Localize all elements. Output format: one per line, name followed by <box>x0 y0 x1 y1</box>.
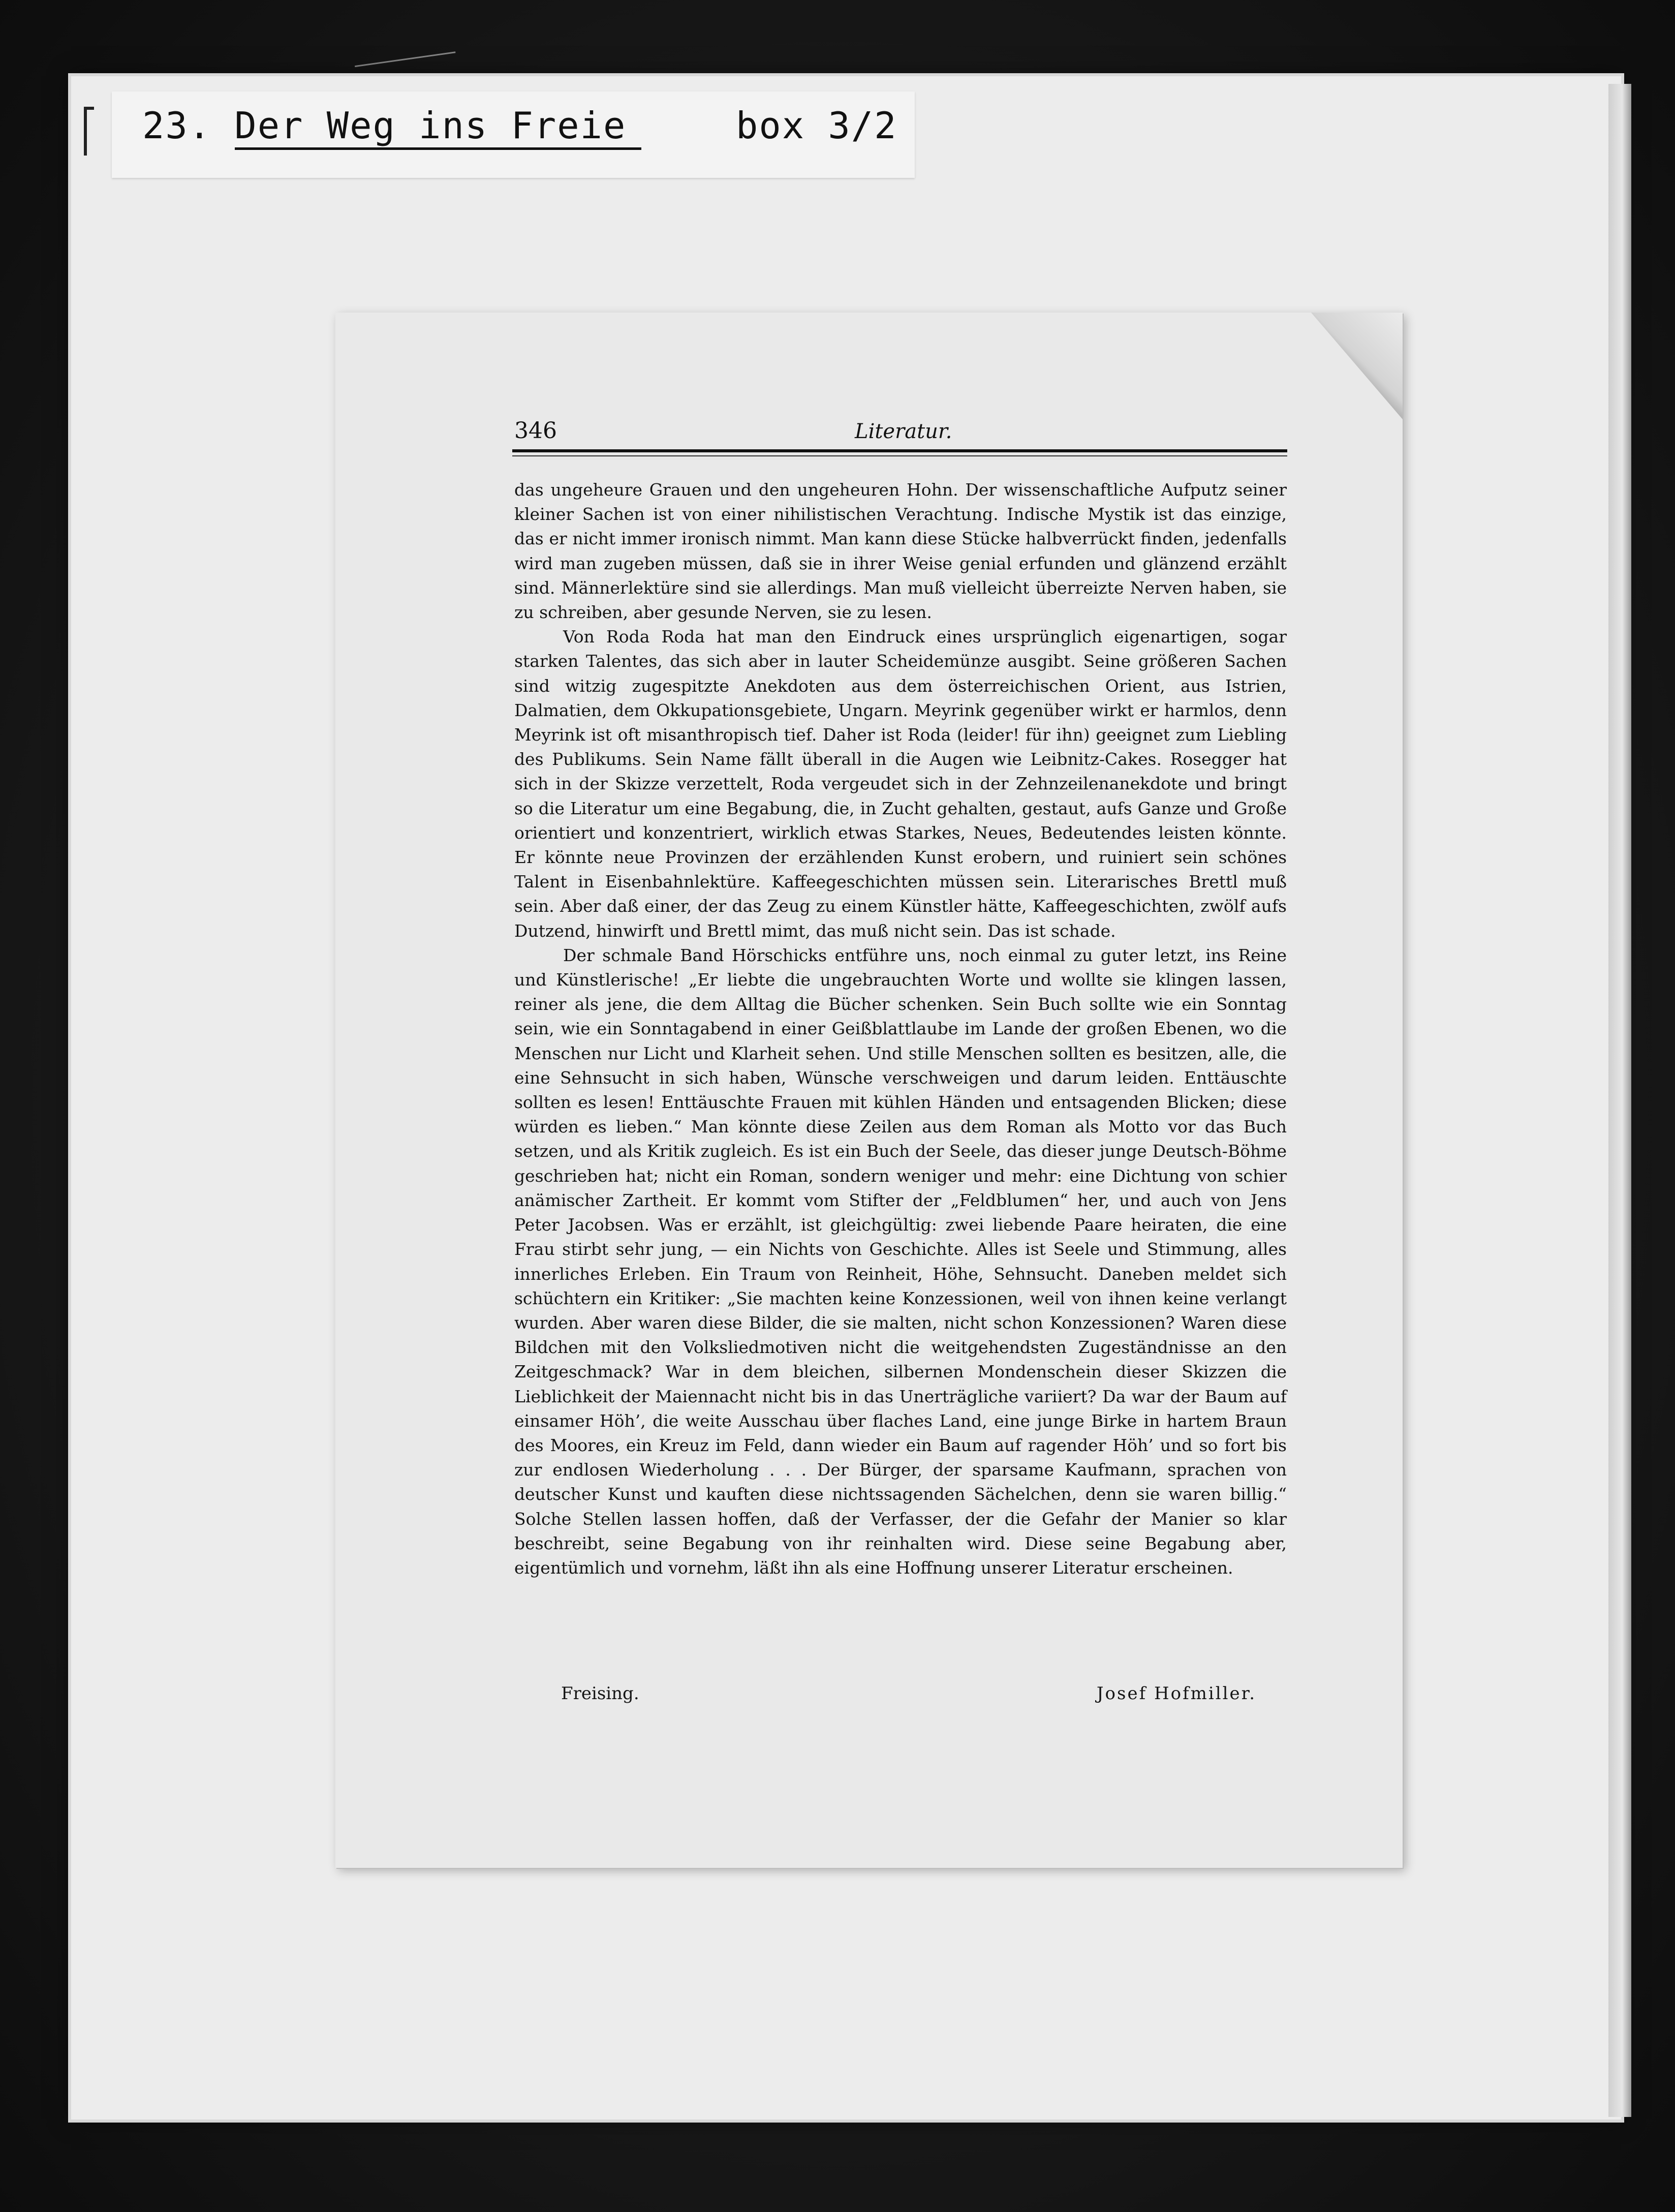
signature-place: Freising. <box>561 1683 639 1704</box>
paragraph: Von Roda Roda hat man den Eindruck eines ursprünglich eigenartigen, sogar starken Talentes, das sich aber in lauter Scheidemünze ausgibt. Seine größeren Sachen sind witzig zugespitzte Anekdoten aus dem österreichischen Orient, aus Istrien, Dalmatien, dem Okkupationsgebiete, Ungarn. Meyrink gegenüber wirkt er harmlos, denn Meyrink ist oft misanthropisch tief. Daher ist Roda (leider! für ihn) geeignet zum Liebling des Publikums. Sein Name fällt überall in die Augen wie Leibnitz-Cakes. Rosegger hat sich in der Skizze verzettelt, Roda vergeudet sich in der Zehnzeilenanekdote und bringt so die Literatur um eine Begabung, die, in Zucht gehalten, gestaut, aufs Ganze und Große orientiert und konzentriert, wirklich etwas Starkes, Neues, Bedeutendes leisten könnte. Er könnte neue Provinzen der erzählenden Kunst erobern, und ruiniert sein schönes Talent in Eisenbahnlektüre. Kaffeegeschichten müssen sein. Literarisches Brettl muß sein. Aber daß einer, der das Zeug zu einem Künstler hätte, Kaffeegeschichten, zwölf aufs Dutzend, hinwirft und Brettl mimt, das muß nicht sein. Das ist schade. <box>514 627 1287 941</box>
article-body <box>514 478 1287 1580</box>
mount-edge <box>1608 84 1631 2117</box>
header-rule-thin <box>512 455 1287 456</box>
signature-author: Josef Hofmiller. <box>1096 1683 1256 1704</box>
paragraph: das ungeheure Grauen und den ungeheuren Hohn. Der wissenschaftliche Aufputz seiner kleiner Sachen ist von einer nihilistischen Verachtung. Indische Mystik ist das einzige, das er nicht immer ironisch nimmt. Man kann diese Stücke halbverrückt finden, jedenfalls wird man zugeben müssen, daß sie in ihrer Weise genial erfunden und glänzend erzählt sind. Männerlektüre sind sie allerdings. Man muß vielleicht überreizte Nerven haben, sie zu schreiben, aber gesunde Nerven, sie zu lesen. <box>514 480 1287 623</box>
archive-label-title: 23. Der Weg ins Freie <box>142 104 627 147</box>
corner-bracket-mark <box>84 107 94 156</box>
archive-label-box: box 3/2 <box>736 104 897 147</box>
signature-line <box>514 1683 1287 1709</box>
page-header <box>514 418 1287 448</box>
paragraph: Der schmale Band Hörschicks entführe uns, noch einmal zu guter letzt, ins Reine und Künstlerische! „Er liebte die ungebrauchten Worte und wollte sie klingen lassen, reiner als jene, die dem Alltag die Bücher schenken. Sein Buch sollte wie ein Sonntag sein, wie ein Sonntagabend in einer Geißblattlaube im Lande der großen Ebenen, wo die Menschen nur Licht und Klarheit sehen. Und stille Menschen sollten es besitzen, alle, die eine Sehnsucht in sich haben, Wünsche verschweigen und darum leiden. Enttäuschte sollten es lesen! Enttäuschte Frauen mit kühlen Händen und entsagenden Blicken; diese würden es lieben.“ Man könnte diese Zeilen aus dem Roman als Motto vor das Buch setzen, und als Kritik zugleich. Es ist ein Buch der Seele, das dieser junge Deutsch-Böhme geschrieben hat; nicht ein Roman, sondern weniger und mehr: eine Dichtung von schier anämischer Zartheit. Er kommt vom Stifter der „Feldblumen“ her, und auch von Jens Peter Jacobsen. Was er erzählt, ist gleichgültig: zwei liebende Paare heiraten, die eine Frau stirbt sehr jung, — ein Nichts von Geschichte. Alles ist Seele und Stimmung, alles innerliches Erleben. Ein Traum von Reinheit, Höhe, Sehnsucht. Daneben meldet sich schüchtern ein Kritiker: „Sie machten keine Konzessionen, weil von ihnen keine verlangt wurden. Aber waren diese Bilder, die sie malten, nicht schon Konzessionen? Waren diese Bildchen mit den Volksliedmotiven nicht die weitgehendsten Zugeständnisse an den Zeitgeschmack? War in dem bleichen, silbernen Mondenschein dieser Skizzen die Lieblichkeit der Maiennacht nicht bis in das Unerträgliche variiert? Da war der Baum auf einsamer Höh’, die weite Ausschau über flaches Land, eine junge Birke in hartem Braun des Moores, ein Kreuz im Feld, dann wieder ein Baum auf ragender Höh’ und so fort bis zur endlosen Wiederholung . . . Der Bürger, der sparsame Kaufmann, sprachen von deutscher Kunst und kauften diese nichtssagenden Sächelchen, denn sie waren billig.“ Solche Stellen lassen hoffen, daß der Verfasser, der die Gefahr der Manier so klar beschreibt, seine Begabung von ihr reinhalten wird. Diese seine Begabung aber, eigentümlich und vornehm, läßt ihn als eine Hoffnung unserer Literatur erscheinen. <box>514 945 1287 1578</box>
header-rule <box>512 449 1287 452</box>
page-number: 346 <box>514 418 557 444</box>
running-head: Literatur. <box>855 420 952 443</box>
label-title-underline <box>235 147 641 150</box>
